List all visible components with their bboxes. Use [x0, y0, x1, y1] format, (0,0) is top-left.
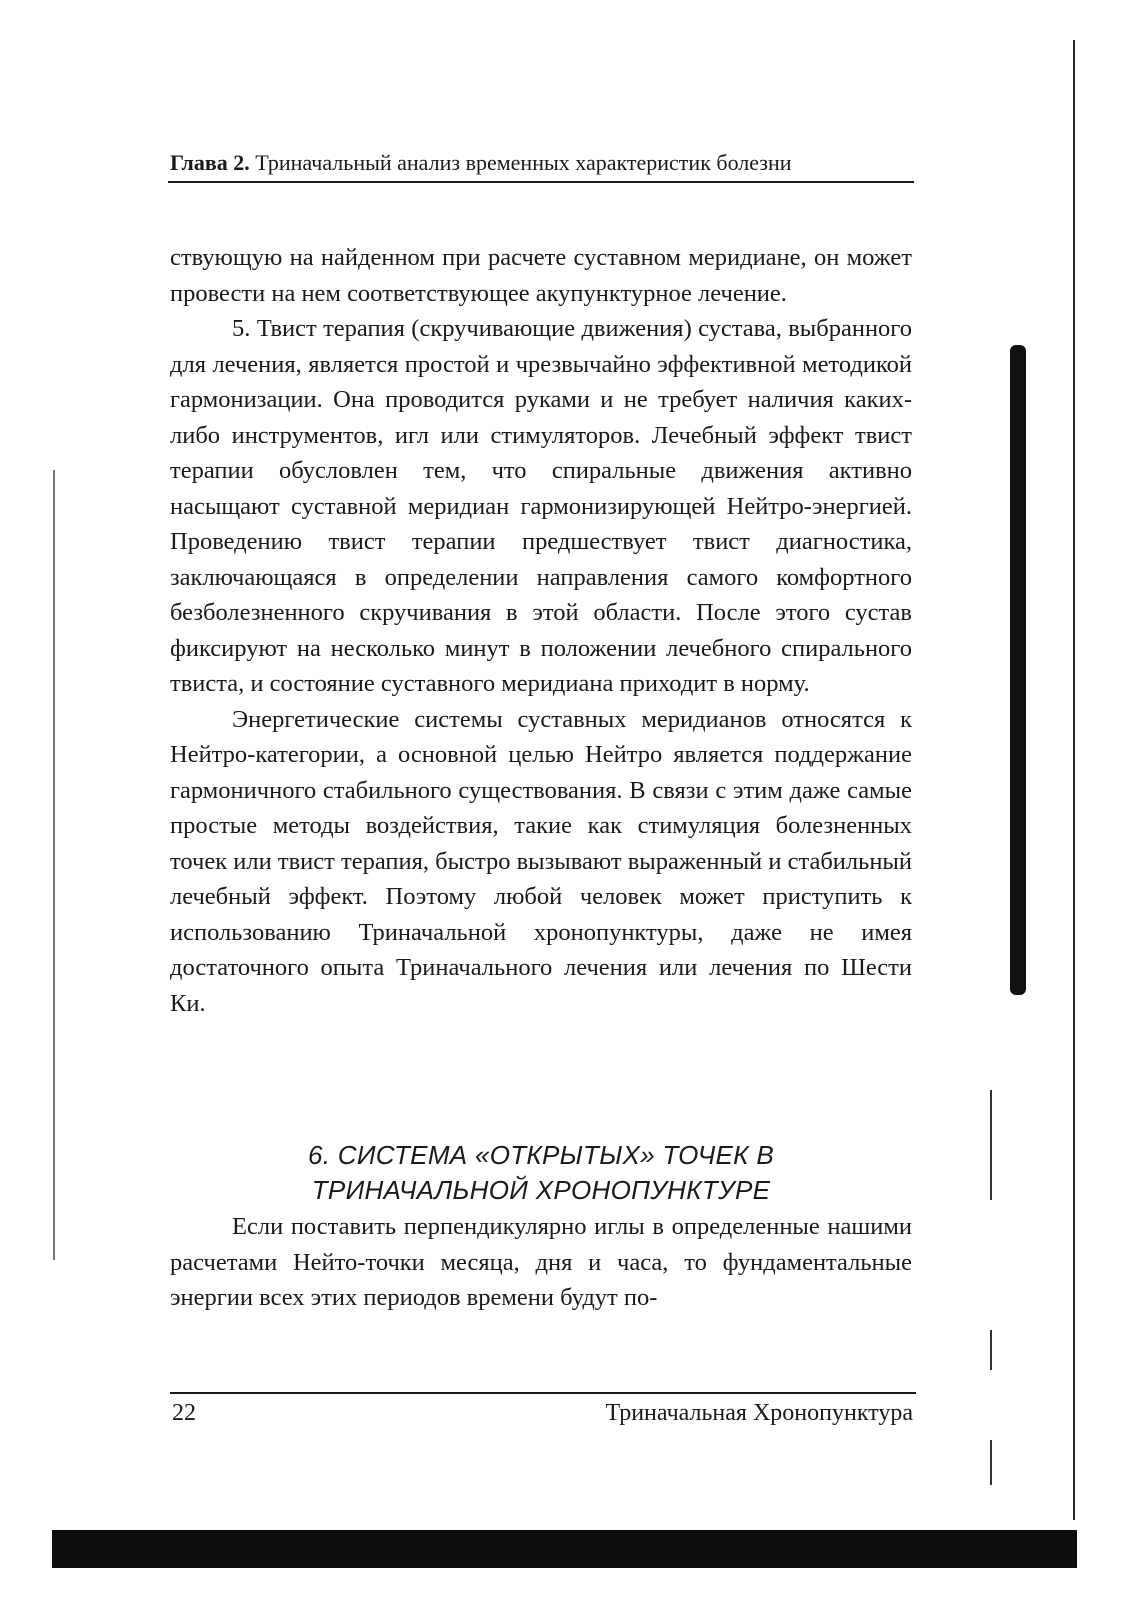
- scan-shadow-right: [1010, 345, 1026, 995]
- scan-shadow-bottom: [52, 1530, 1077, 1568]
- scan-mark: [990, 1330, 992, 1370]
- running-head: [170, 148, 912, 178]
- page-number: 22: [172, 1400, 196, 1426]
- footer-rule: [170, 1392, 916, 1394]
- chapter-label: Глава 2.: [170, 150, 250, 175]
- chapter-title: Триначальный анализ временных характеристик болезни: [255, 150, 792, 175]
- book-title: Триначальная Хронопунктура: [605, 1400, 913, 1426]
- scan-mark: [990, 1090, 992, 1200]
- paragraph-4: Если поставить перпендикулярно иглы в определенные нашими расчетами Нейто-точки месяца, дня и часа, то фундаментальные энергии всех этих периодов времени будут по-: [170, 1213, 912, 1311]
- scan-edge-left: [53, 470, 55, 1260]
- paragraph-1: ствующую на найденном при расчете суставном меридиане, он может провести на нем соответствующее акупунктурное лечение.: [170, 244, 912, 307]
- main-text: [170, 240, 912, 1021]
- section-heading-line-2: ТРИНАЧАЛЬНОЙ ХРОНОПУНКТУРЕ: [311, 1175, 771, 1205]
- paragraph-3: Энергетические системы суставных меридианов относятся к Нейтро-категории, а основной целью Нейтро является поддержание гармоничного стабильного существования. В связи с этим даже самые простые методы воздействия, такие как стимуляция болезненных точек или твист терапия, быстро вызывают выраженный и стабильный лечебный эффект. Поэтому любой человек может приступить к использованию Триначальной хронопунктуры, даже не имея достаточного опыта Триначального лечения или лечения по Шести Ки.: [170, 705, 912, 1017]
- section-heading-line-1: 6. СИСТЕМА «ОТКРЫТЫХ» ТОЧЕК В: [308, 1140, 774, 1170]
- section-heading: [170, 1138, 912, 1208]
- scan-edge-right: [1073, 40, 1075, 1520]
- section-text: [170, 1209, 912, 1316]
- scan-mark: [990, 1440, 992, 1485]
- header-rule: [168, 181, 914, 183]
- paragraph-2: 5. Твист терапия (скручивающие движения) сустава, выбранного для лечения, является простой и чрезвычайно эффективной методикой гармонизации. Она проводится руками и не требует наличия каких-либо инструментов, игл или стимуляторов. Лечебный эффект твист терапии обусловлен тем, что спиральные движения активно насыщают суставной меридиан гармонизирующей Нейтро-энергией. Проведению твист терапии предшествует твист диагностика, заключающаяся в определении направления самого комфортного безболезненного скручивания в этой области. После этого сустав фиксируют на несколько минут в положении лечебного спирального твиста, и состояние суставного меридиана приходит в норму.: [170, 315, 912, 697]
